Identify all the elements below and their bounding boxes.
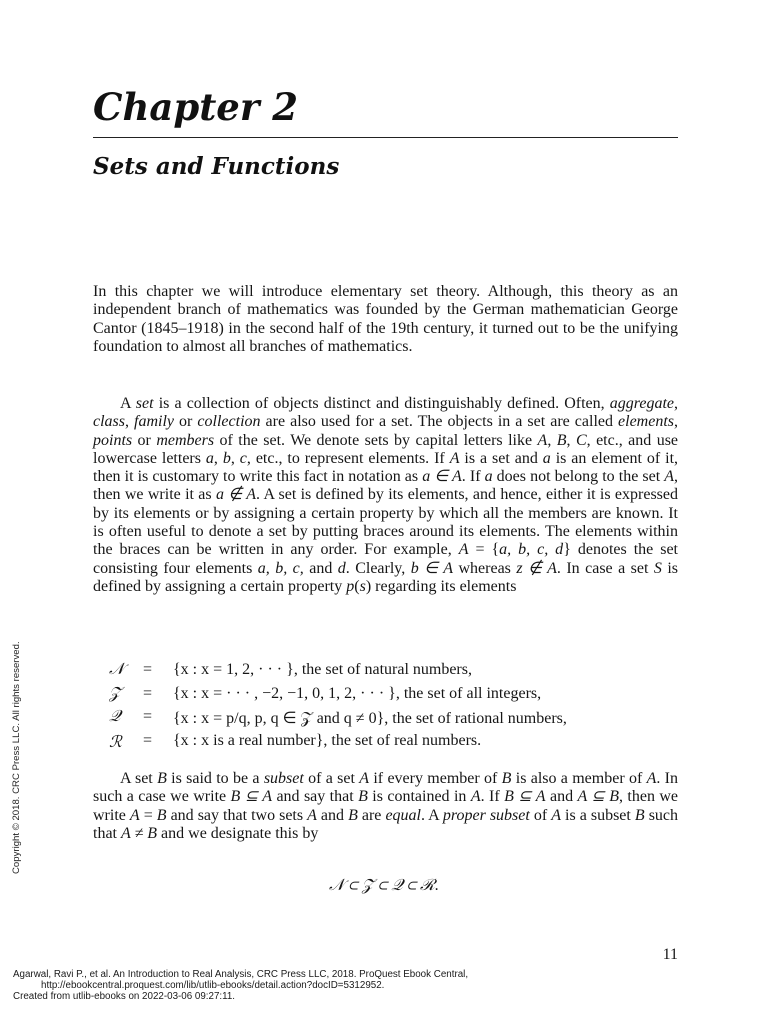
citation-created: Created from utlib-ebooks on 2022-03-06 09:27:11.: [13, 991, 236, 1002]
copyright-notice: Copyright © 2018. CRC Press LLC. All rights reserved.: [11, 641, 22, 874]
subset-paragraph: A set B is said to be a subset of a set A if every member of B is also a member of A. In such a case we write B ⊆ A and say that B is contained in A. If B ⊆ A and A ⊆ B, then we write A = B and say that two sets A and B are equal. A proper subset of A is a subset B such that A ≠ B and we designate this by: [93, 770, 679, 842]
equals-sign: =: [143, 684, 153, 702]
citation-url[interactable]: http://ebookcentral.proquest.com/lib/utlib-ebooks/detail.action?docID=5312952.: [41, 980, 385, 991]
citation-footer: [13, 969, 753, 1002]
intro-paragraph: In this chapter we will introduce elementary set theory. Although, this theory as an independent branch of mathematics was founded by the German mathematician George Cantor (1845–1918) in the second half of the 19th century, it turned out to be the unifying foundation to almost all branches of mathematics.: [93, 283, 678, 355]
set-definition-paragraph: A set is a collection of objects distinct and distinguishably defined. Often, aggregate, class, family or collection are also used for a set. The objects in a set are called elements, points or members of the set. We denote sets by capital letters like A, B, C, etc., and use lowercase letters a, b, c, etc., to represent elements. If A is a set and a is an element of it, then it is customary to write this fact in notation as a ∈ A. If a does not belong to the set A, then we write it as a ∉ A. A set is defined by its elements, and hence, either it is expressed by its elements or by assigning a certain property by which all the members are known. It is often useful to denote a set by putting braces around its elements. The elements within the braces can be written in any order. For example, A = {a, b, c, d} denotes the set consisting four elements a, b, c, and d. Clearly, b ∈ A whereas z ∉ A. In case a set S is defined by assigning a certain property p(s) regarding its elements: [93, 395, 679, 595]
rational-numbers-row: [93, 708, 678, 732]
set-definition: {x : x = · · · , −2, −1, 0, 1, 2, · · · }, the set of all integers,: [173, 684, 542, 702]
set-definition: {x : x = 1, 2, · · · }, the set of natural numbers,: [173, 661, 472, 678]
set-definition: {x : x is a real number}, the set of real numbers.: [173, 731, 482, 749]
equals-sign: =: [143, 661, 153, 678]
equals-sign: =: [143, 731, 153, 749]
equals-sign: =: [143, 708, 153, 725]
integers-row: [93, 685, 678, 709]
chapter-subtitle: Sets and Functions: [93, 153, 340, 180]
inclusion-chain: 𝒩 ⊂ 𝒵 ⊂ 𝒬 ⊂ ℛ.: [329, 877, 439, 894]
natural-numbers-row: [93, 661, 678, 685]
set-symbol: 𝒬: [109, 708, 121, 725]
set-symbol: ℛ: [109, 733, 122, 751]
chapter-title: Chapter 2: [93, 85, 298, 129]
title-rule: [93, 137, 678, 138]
citation-line: Agarwal, Ravi P., et al. An Introduction to Real Analysis, CRC Press LLC, 2018. ProQuest Ebook Central,: [13, 969, 469, 980]
page-number: 11: [662, 946, 678, 963]
set-definition: {x : x = p/q, p, q ∈ 𝒵 and q ≠ 0}, the set of rational numbers,: [173, 710, 567, 727]
number-sets-display: [93, 661, 678, 755]
set-symbol: 𝒩: [109, 661, 125, 678]
real-numbers-row: [93, 732, 678, 756]
set-symbol: 𝒵: [109, 684, 122, 702]
